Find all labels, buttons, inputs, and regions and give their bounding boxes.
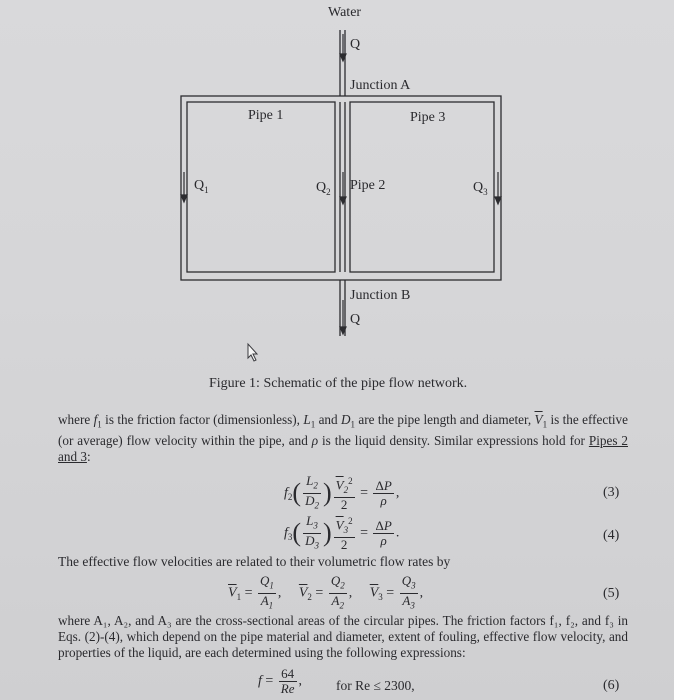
q2-label: $Q_2$	[316, 180, 331, 197]
equation-4: $f_3$( $\frac{L_3}{D_3}$ ) $\frac{\overline{V}_3^2}{2}$ = $\frac{\Delta P}{\rho}$ .	[284, 513, 400, 553]
equation-5: $\overline{V}_1$ = $\frac{Q_1}{A_1}$ , $\overline{V}_2$ = $\frac{Q_2}{A_2}$ , $\overline{V}_3$ = $\frac{Q_3}{A_3}$ ,	[228, 573, 424, 611]
q-inlet-label: Q	[350, 37, 361, 52]
pipes-2-3-link[interactable]: Pipes 2 and 3	[58, 432, 628, 464]
equation-6: f = $\frac{64}{Re}$ ,	[258, 666, 303, 696]
pipe3-label: Pipe 3	[410, 110, 446, 125]
mouse-cursor-icon	[248, 344, 257, 361]
pipe2-label: Pipe 2	[350, 178, 386, 193]
junction-b-label: Junction B	[350, 288, 411, 303]
q3-label: $Q_3$	[473, 180, 488, 197]
paragraph-velocities: The effective flow velocities are related to their volumetric flow rates by	[58, 554, 451, 569]
figure-caption: Figure 1: Schematic of the pipe flow network.	[209, 376, 468, 391]
q1-label: $Q_1$	[194, 178, 209, 195]
equation-4-number: (4)	[603, 528, 620, 543]
equation-3: $f_2$( $\frac{L_2}{D_2}$ ) $\frac{\overline{V}_2^2}{2}$ = $\frac{\Delta P}{\rho}$ ,	[284, 473, 400, 513]
equation-3-number: (3)	[603, 485, 620, 500]
junction-a-label: Junction A	[350, 78, 411, 93]
q-outlet-label: Q	[350, 312, 361, 327]
water-label: Water	[328, 5, 362, 20]
equation-6-condition: for Re ≤ 2300,	[336, 678, 415, 693]
equation-6-number: (6)	[603, 678, 620, 693]
paragraph-definitions: where $f_1$ is the friction factor (dimensionless), $L_1$ and $D_1$ are the pipe length and diameter, $\overline{V}_1$ is the effective (or average) flow velocity within the pipe, and ρ is the liquid density. Similar expressions hold for Pipes 2 and 3:	[58, 412, 629, 464]
pipe1-label: Pipe 1	[248, 108, 284, 123]
equation-5-number: (5)	[603, 586, 620, 601]
paragraph-friction-factors: where A₁, A₂, and A₃ are the cross-sectional areas of the circular pipes. The friction factors f₁, f₂, and f₃ in Eqs. (2)-(4), which depend on the pipe material and diameter, extent of fouling, effective flow velocity, and properties of the liquid, are each determined using the following expressions:	[58, 613, 628, 660]
